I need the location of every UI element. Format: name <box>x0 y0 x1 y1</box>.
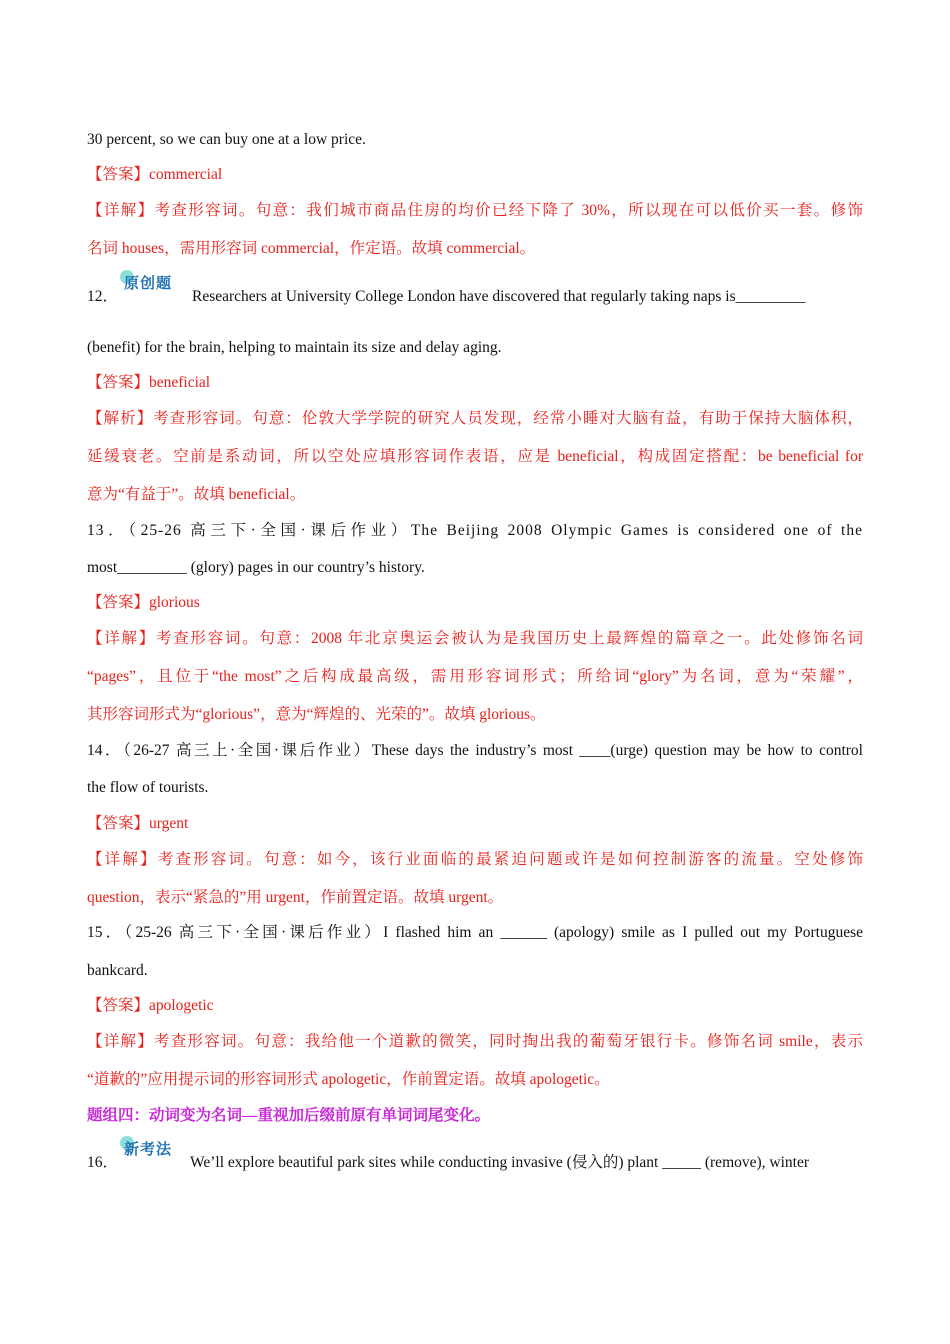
question-13-line1: 13．（25-26 高三下·全国·课后作业）The Beijing 2008 Olympic Games is considered one of the <box>87 522 863 539</box>
question-15-line2: bankcard. <box>87 962 148 979</box>
explanation-14-line2: question，表示“紧急的”用 urgent，作前置定语。故填 urgent。 <box>87 889 504 906</box>
explanation-12-line3: 意为“有益于”。故填 beneficial。 <box>87 486 306 503</box>
question-16-line1 <box>87 1140 863 1173</box>
question-11-tail: 30 percent, so we can buy one at a low price. <box>87 131 366 148</box>
explanation-11-line1: 【详解】考查形容词。句意：我们城市商品住房的均价已经下降了 30%，所以现在可以低价买一套。修饰 <box>87 202 863 219</box>
question-15-line1: 15．（25-26 高三下·全国·课后作业）I flashed him an ______ (apology) smile as I pulled out my Portuguese <box>87 924 863 941</box>
answer-14: 【答案】urgent <box>87 815 189 832</box>
question-16-number: 16． <box>87 1154 119 1171</box>
answer-12: 【答案】beneficial <box>87 374 211 391</box>
explanation-13-line3: 其形容词形式为“glorious”，意为“辉煌的、光荣的”。故填 glorious。 <box>87 706 546 723</box>
explanation-15-line1: 【详解】考查形容词。句意：我给他一个道歉的微笑，同时掏出我的葡萄牙银行卡。修饰名词 smile，表示 <box>87 1033 863 1050</box>
question-12-text: Researchers at University College London have discovered that regularly taking naps is_________ <box>192 288 806 305</box>
explanation-13-line1: 【详解】考查形容词。句意：2008 年北京奥运会被认为是我国历史上最辉煌的篇章之一。此处修饰名词 <box>87 630 863 647</box>
original-question-badge: 原创题 <box>124 273 172 293</box>
explanation-15-line2: “道歉的”应用提示词的形容词形式 apologetic，作前置定语。故填 apologetic。 <box>87 1071 610 1088</box>
explanation-11-line2: 名词 houses，需用形容词 commercial，作定语。故填 commercial。 <box>87 240 536 257</box>
answer-13: 【答案】glorious <box>87 594 200 611</box>
question-16-text: We’ll explore beautiful park sites while conducting invasive (侵入的) plant _____ (remove), winter <box>190 1154 810 1171</box>
question-12-number: 12． <box>87 288 119 305</box>
answer-15: 【答案】apologetic <box>87 997 214 1014</box>
question-12-line1 <box>87 274 863 307</box>
explanation-14-line1: 【详解】考查形容词。句意：如今，该行业面临的最紧迫问题或许是如何控制游客的流量。空处修饰 <box>87 851 863 868</box>
explanation-12-line1: 【解析】考查形容词。句意：伦敦大学学院的研究人员发现，经常小睡对大脑有益，有助于保持大脑体积， <box>87 410 863 427</box>
explanation-13-line2: “pages”，且位于“the most”之后构成最高级，需用形容词形式；所给词“glory”为名词，意为“荣耀”， <box>87 668 863 685</box>
question-13-line2: most_________ (glory) pages in our country’s history. <box>87 559 425 576</box>
question-12-line2: (benefit) for the brain, helping to maintain its size and delay aging. <box>87 339 502 356</box>
explanation-12-line2: 延缓衰老。空前是系动词，所以空处应填形容词作表语，应是 beneficial，构成固定搭配：be beneficial for <box>87 448 863 465</box>
answer-11: 【答案】commercial <box>87 166 223 183</box>
question-14-line1: 14．（26-27 高三上·全国·课后作业）These days the industry’s most ____(urge) question may be how to control <box>87 742 863 759</box>
question-14-line2: the flow of tourists. <box>87 779 209 796</box>
new-test-method-badge: 新考法 <box>124 1139 172 1159</box>
group-four-heading: 题组四：动词变为名词—重视加后缀前原有单词词尾变化。 <box>87 1107 491 1124</box>
